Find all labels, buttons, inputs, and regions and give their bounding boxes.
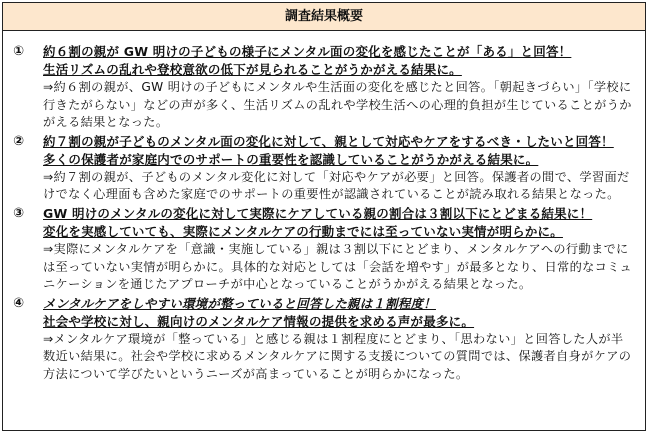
finding-subheadline: 多くの保護者が家庭内でのサポートの重要性を認識していることがうかがえる結果に。: [43, 151, 539, 167]
finding-3: [13, 205, 635, 294]
finding-number: ①: [13, 44, 25, 59]
finding-body: ⇒メンタルケア環境が「整っている」と感じる親は１割程度にとどまり、「思わない」と回答した人が半数近い結果に。社会や学校に求めるメンタルケアに関する支援についての質問では、保護者自身がケアの方法について学びたいというニーズが高まっていることが明らかになった。: [43, 331, 632, 381]
finding-headline: メンタルケアをしやすい環境が整っていると回答した親は１割程度！: [43, 295, 436, 311]
finding-body: ⇒実際にメンタルケアを「意識・実施している」親は３割以下にとどまり、メンタルケアへの行動までには至っていない実情が明らかに。具体的な対応としては「会話を増やす」が最多となり、日常的なコミュニケーションを通じたアプローチが中心となっていることがうかがえる結果となった。: [43, 241, 633, 292]
finding-number: ④: [13, 295, 25, 311]
finding-4: [13, 295, 635, 384]
finding-number: ③: [13, 205, 25, 221]
summary-box: [2, 2, 646, 431]
finding-headline: GW 明けのメンタルの変化に対して実際にケアしている親の割合は３割以下にとどまる結果に！: [43, 205, 593, 221]
finding-subheadline: 社会や学校に対し、親向けのメンタルケア情報の提供を求める声が最多に。: [43, 313, 475, 329]
finding-subheadline: 生活リズムの乱れや登校意欲の低下が見られることがうかがえる結果に。: [43, 62, 462, 77]
finding-1: [13, 43, 635, 132]
summary-title: 調査結果概要: [3, 3, 645, 31]
finding-body: ⇒約７割の親が、子どものメンタル変化に対して「対応やケアが必要」と回答。保護者の間で、学習面だけでなく心理面も含めた家庭でのサポートの重要性が認識されていることが読み取れる結果となった。: [43, 169, 630, 202]
finding-number: ②: [13, 133, 25, 149]
finding-subheadline: 変化を実感していても、実際にメンタルケアの行動までには至っていない実情が明らかに。: [43, 223, 563, 239]
summary-content: [13, 43, 635, 384]
finding-headline: 約７割の親が子どものメンタル面の変化に対して、親として対応やケアをするべき・したいと回答！: [43, 133, 614, 149]
finding-headline: 約６割の親が GW 明けの子どもの様子にメンタル面の変化を感じたことが「ある」と回答！: [43, 44, 572, 59]
finding-body: ⇒約６割の親が、GW 明けの子どもにメンタルや生活面の変化を感じたと回答。「朝起きづらい」「学校に行きたがらない」などの声が多く、生活リズムの乱れや学校生活への心理的負担が生じていることがうかがえる結果となった。: [43, 80, 632, 130]
finding-2: [13, 133, 635, 204]
